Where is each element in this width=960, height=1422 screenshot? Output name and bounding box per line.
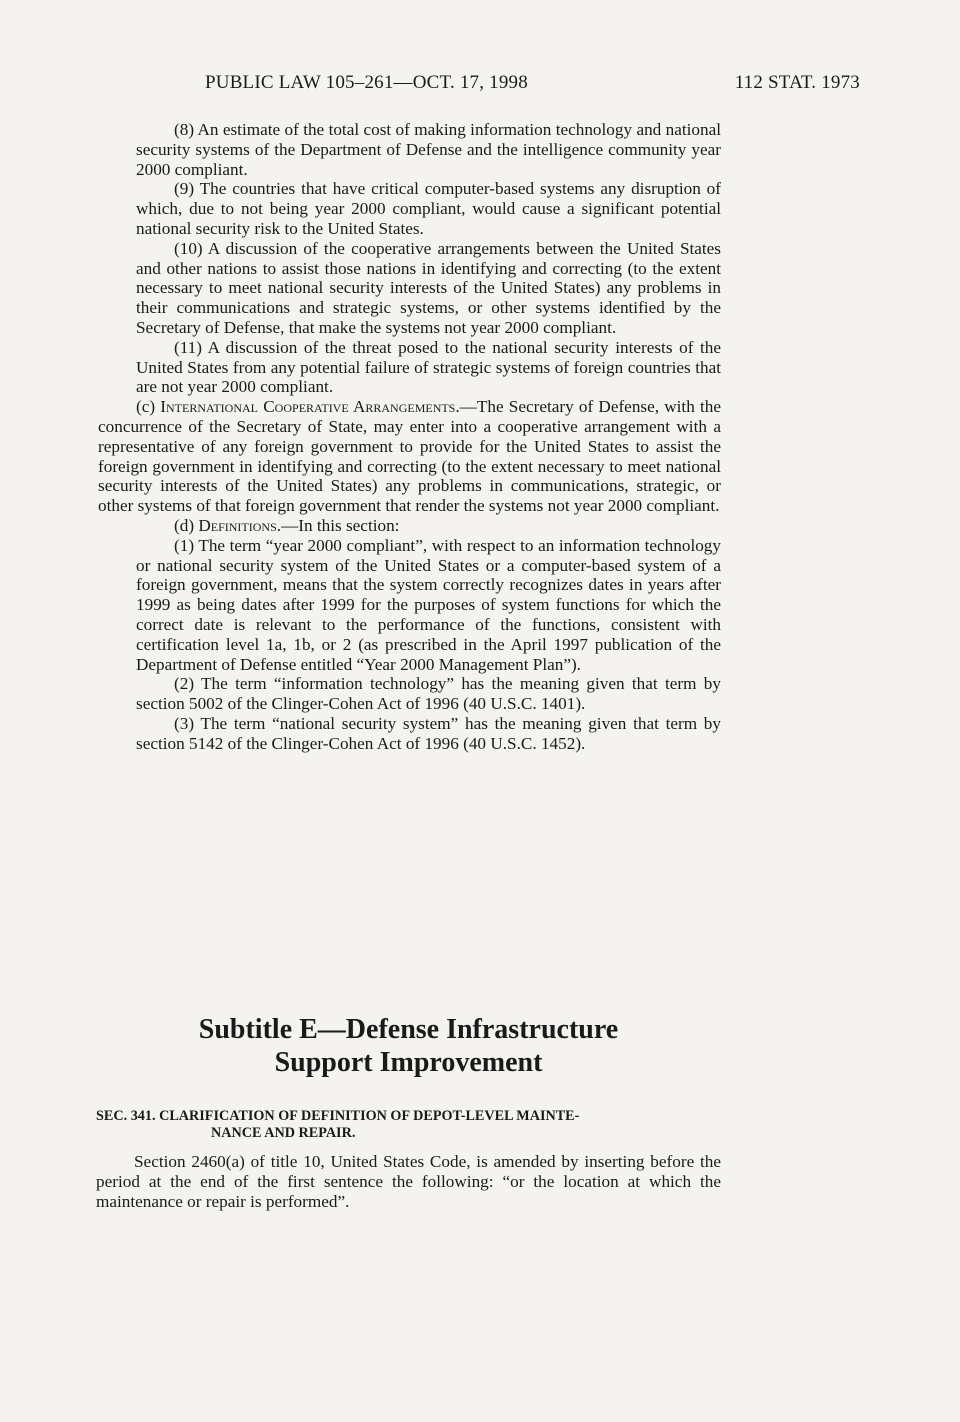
page-header (205, 72, 860, 100)
paragraph-10: (10) A discussion of the cooperative arrangements between the United States and other nations to assist those nations in identifying and correcting (to the extent necessary to meet national security interests of the United States) any problems in their communications and strategic systems, or other systems identified by the Secretary of Defense, that make the systems not year 2000 compliant. (136, 238, 721, 337)
stat-citation: 112 STAT. 1973 (734, 72, 860, 93)
subsection-d-heading: Definitions (198, 515, 277, 535)
definition-2: (2) The term “information technology” has the meaning given that term by section 5002 of the Clinger-Cohen Act of 1996 (40 U.S.C. 1401). (136, 674, 721, 714)
paragraph-8: (8) An estimate of the total cost of making information technology and national security systems of the Department of Defense and the intelligence community year 2000 compliant. (136, 120, 721, 179)
subsection-c (98, 397, 721, 516)
definition-1: (1) The term “year 2000 compliant”, with respect to an information technology or national security system of the United States or a computer-based system of a foreign government, means that the system correctly recognizes dates in years after 1999 as being dates after 1999 for the purposes of system functions for which the correct date is relevant to the performance of the functions, consistent with certification level 1a, 1b, or 2 (as prescribed in the April 1997 publication of the Department of Defense entitled “Year 2000 Management Plan”). (136, 535, 721, 674)
definition-3: (3) The term “national security system” has the meaning given that term by section 5142 of the Clinger-Cohen Act of 1996 (40 U.S.C. 1452). (136, 713, 721, 753)
subtitle-heading (96, 1013, 721, 1079)
subsection-c-text: .—The Secretary of Defense, with the concurrence of the Secretary of State, may enter into a cooperative arrangement with a representative of any foreign government to provide for the United States to assist the foreign government in identifying and correcting (to the extent necessary to meet national security interests of the United States) any problems in communications, strategic, or other systems of that foreign government that render the systems not year 2000 compliant. (98, 397, 721, 516)
section-heading-line-2: NANCE AND REPAIR. (211, 1125, 356, 1141)
body-text (98, 120, 721, 754)
paragraph-9: (9) The countries that have critical computer-based systems any disruption of which, due to not being year 2000 compliant, would cause a significant potential national security risk to the United States. (136, 179, 721, 238)
section-heading (96, 1108, 721, 1142)
subtitle-line-1: Subtitle E—Defense Infrastructure (198, 1014, 619, 1045)
section-paragraph: Section 2460(a) of title 10, United States Code, is amended by inserting before the period at the end of the first sentence the following: “or the location at which the maintenance or repair is performed”. (96, 1152, 721, 1211)
running-head: PUBLIC LAW 105–261—OCT. 17, 1998 (205, 72, 528, 93)
subsection-d-text: .—In this section: (276, 515, 400, 535)
section-body (96, 1152, 721, 1211)
subsection-c-heading: International Cooperative Arrangements (160, 397, 456, 417)
subtitle-line-2: Support Improvement (274, 1047, 543, 1078)
subsection-c-label: (c) (136, 397, 161, 417)
subsection-d-label: (d) (174, 515, 199, 535)
subsection-d (136, 516, 721, 536)
paragraph-11: (11) A discussion of the threat posed to the national security interests of the United States from any potential failure of strategic systems of foreign countries that are not year 2000 compliant. (136, 337, 721, 397)
section-heading-line-1: SEC. 341. CLARIFICATION OF DEFINITION OF DEPOT-LEVEL MAINTE- (96, 1108, 580, 1124)
